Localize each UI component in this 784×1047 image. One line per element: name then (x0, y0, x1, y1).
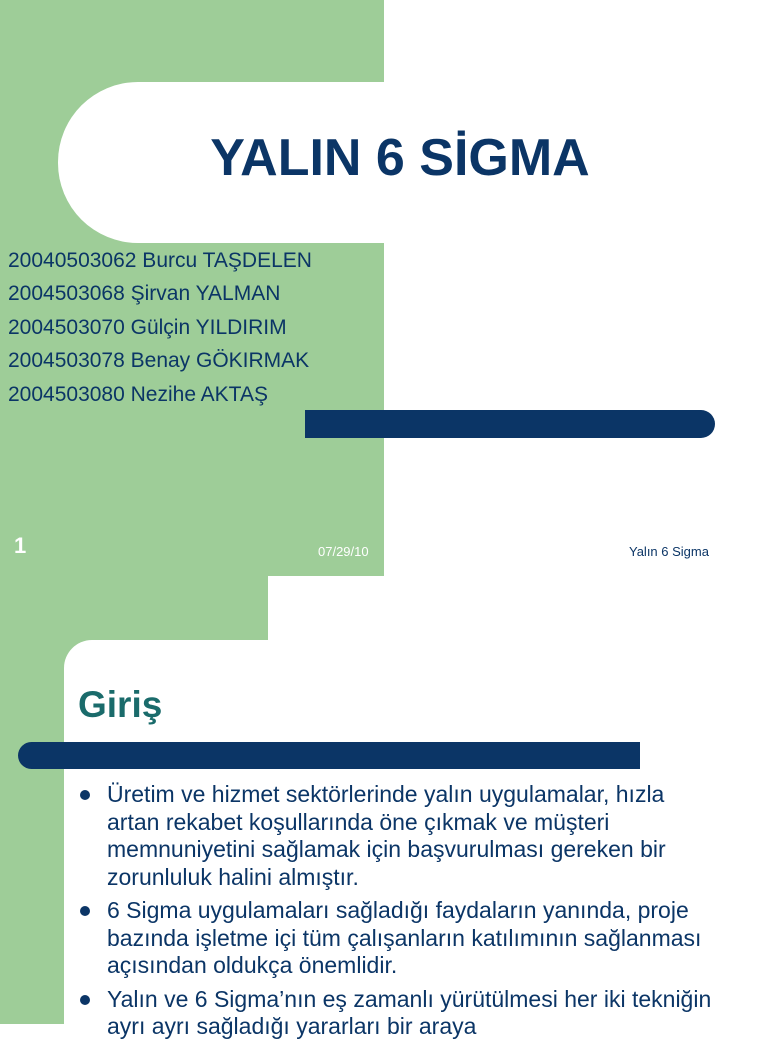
slide-title: YALIN 6 SİGMA (210, 129, 590, 187)
slide-title: Giriş (78, 684, 163, 725)
author-item: 2004503068 Şirvan YALMAN (8, 282, 281, 306)
bullet-text: Yalın ve 6 Sigma’nın eş zamanlı yürütülmesi her iki tekniğin ayrı ayrı sağladığı yararları bir araya (107, 985, 712, 1039)
slide-date: 07/29/10 (318, 544, 369, 559)
bullet-icon (80, 790, 90, 800)
slide-2 (0, 576, 768, 1039)
author-item: 2004503078 Benay GÖKIRMAK (8, 349, 310, 373)
bullet-item (78, 781, 718, 891)
author-item: 2004503080 Nezihe AKTAŞ (8, 382, 268, 406)
bullet-icon (80, 995, 90, 1005)
decorative-bar (305, 410, 715, 438)
bullet-item (78, 986, 718, 1041)
bullet-text: Üretim ve hizmet sektörlerinde yalın uygulamalar, hızla artan rekabet koşullarında öne çıkmak ve müşteri memnuniyetini sağlamak için başvurulması gereken bir zorunluluk halini almıştır. (107, 781, 666, 890)
bullet-text: 6 Sigma uygulamaları sağladığı faydaların yanında, proje bazında işletme içi tüm çalışanların katılımının sağlanması açısından oldukça önemlidir. (107, 897, 702, 978)
bullet-icon (80, 906, 90, 916)
author-item: 20040503062 Burcu TAŞDELEN (8, 249, 312, 272)
slide-number: 1 (14, 533, 27, 558)
author-list (8, 244, 312, 411)
author-item: 2004503070 Gülçin YILDIRIM (8, 315, 287, 339)
bullet-list (78, 781, 718, 1047)
bullet-item (78, 897, 718, 980)
decorative-bar (18, 742, 640, 769)
slide-footer: Yalın 6 Sigma (629, 544, 709, 559)
